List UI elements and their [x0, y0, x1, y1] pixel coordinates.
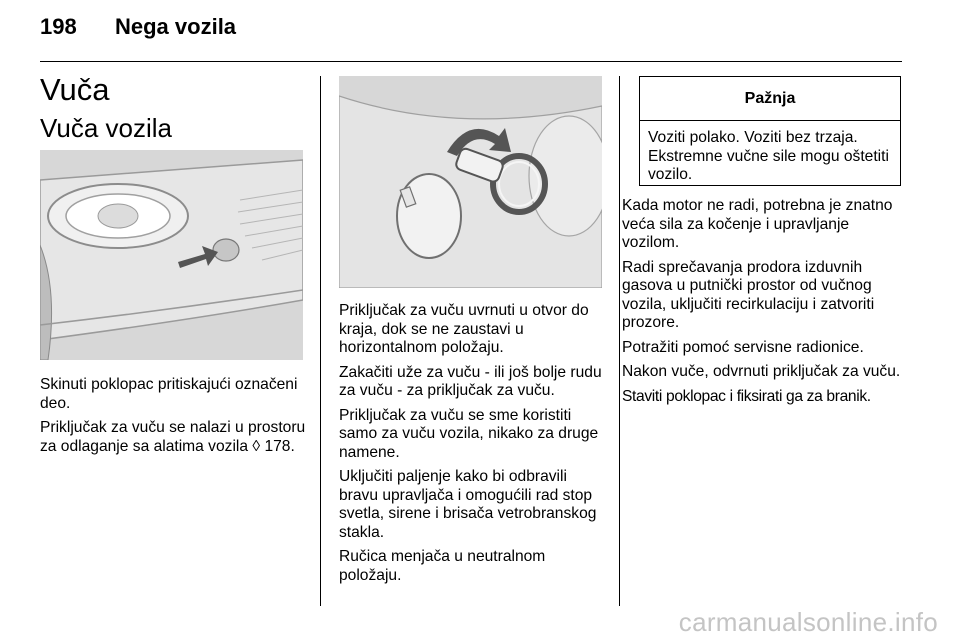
column-3-text [622, 197, 908, 412]
paragraph: Potražiti pomoć servisne radionice. [622, 338, 864, 356]
paragraph: Zakačiti uže za vuču - ili još bolje rudu za vuču - za priključak za vuču. [339, 363, 602, 399]
paragraph: Staviti poklopac i fiksirati ga za branik. [622, 387, 871, 405]
page-number: 198 [40, 14, 77, 39]
figure-bumper-cover [40, 150, 303, 360]
paragraph: Priključak za vuču uvrnuti u otvor do kraja, dok se ne zaustavi u horizontalnom položaju. [339, 302, 589, 356]
paragraph: Ručica menjača u neutralnom položaju. [339, 548, 546, 584]
page-reference: 178. [264, 437, 295, 455]
column-divider-2 [619, 76, 620, 606]
paragraph: Priključak za vuču se sme koristiti samo za vuču vozila, nikako za druge namene. [339, 406, 599, 461]
chapter-title: Nega vozila [115, 14, 237, 39]
subsection-title: Vuča vozila [40, 113, 172, 143]
page-reference-arrow-icon: ◊ [252, 437, 261, 455]
caution-body: Voziti polako. Voziti bez trzaja. Ekstremne vučne sile mogu oštetiti vozilo. [648, 129, 889, 183]
paragraph: Skinuti poklopac pritiskajući označeni deo. [40, 376, 298, 412]
tow-eye-illustration [339, 76, 602, 288]
bumper-illustration [40, 150, 303, 360]
column-2-text [339, 302, 607, 591]
column-1-text [40, 376, 310, 462]
column-divider-1 [320, 76, 321, 606]
paragraph: Priključak za vuču se nalazi u prostoru za odlaganje sa alatima vozila ◊ 178. [40, 419, 306, 455]
header-rule [40, 61, 902, 62]
caution-box [639, 76, 901, 186]
page-header [40, 14, 236, 40]
section-title: Vuča [40, 72, 110, 107]
paragraph: Kada motor ne radi, potrebna je znatno veća sila za kočenje i upravljanje vozilom. [622, 197, 893, 251]
paragraph: Nakon vuče, odvrnuti priključak za vuču. [622, 363, 901, 380]
caution-title: Pažnja [640, 77, 900, 121]
paragraph: Radi sprečavanja prodora izduvnih gasova u putnički prostor od vučnog vozila, uključiti recirkulaciju i zatvoriti prozore. [622, 258, 875, 331]
watermark: carmanualsonline.info [678, 607, 938, 637]
paragraph: Uključiti paljenje kako bi odbravili bravu upravljača i omogućili rad stop svetla, sirene i brisača vetrobranskog stakla. [339, 468, 597, 541]
figure-tow-eye [339, 76, 602, 288]
